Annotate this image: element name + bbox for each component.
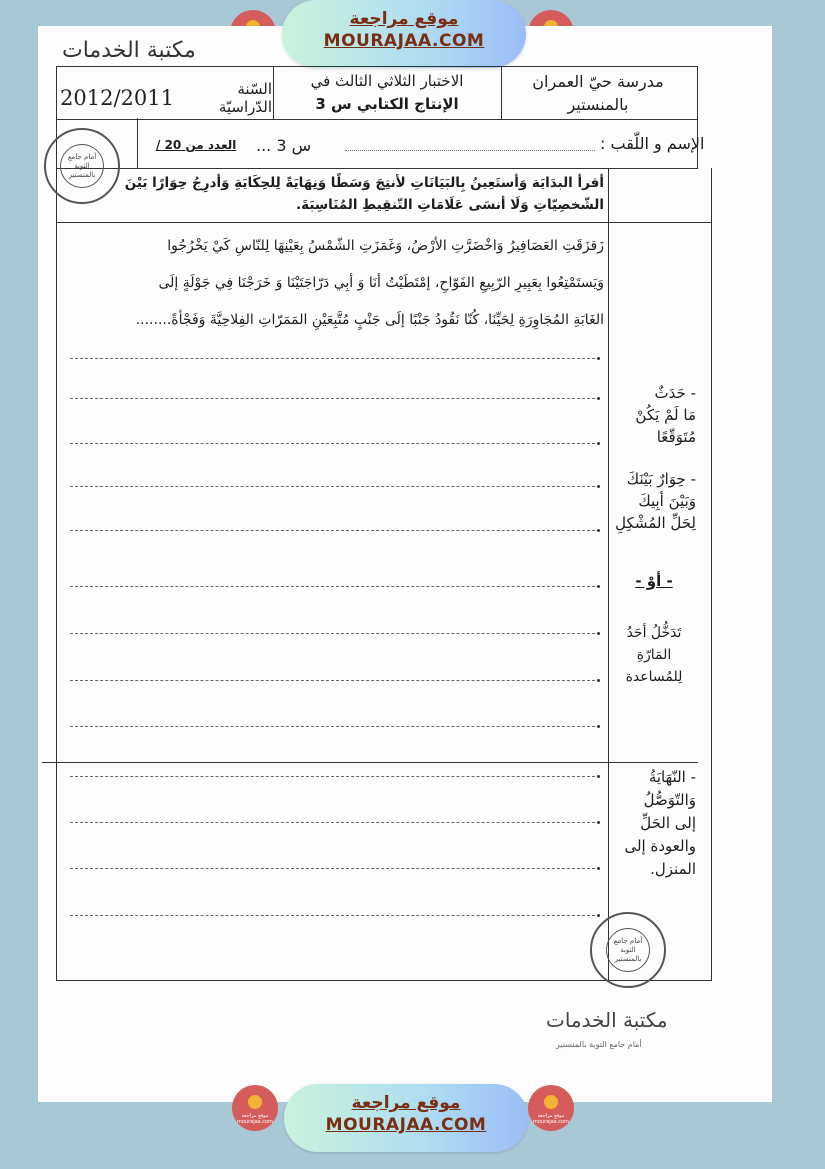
story-line-2: وَيَستَمْتِعُوا بِعَبِيرِ الرّبِيعِ الفَوّاحِ، إمْتَطَيْتُ أنَا وَ أبِي دَرّاجَتَيْنَا وَ خَرَجْنَا فِي جَوْلَةٍ إلَى <box>158 275 604 291</box>
prompt-passerby-line: المَارّةِ <box>636 647 672 663</box>
exam-title-line-2: الإنتاج الكتابي س 3 <box>315 95 459 113</box>
prompt-ending-line: المنزل. <box>650 860 696 878</box>
school-name <box>502 70 694 116</box>
writing-line[interactable] <box>70 586 595 587</box>
line-bullet <box>597 357 600 360</box>
exam-title <box>274 70 500 116</box>
library-stamp-footer: مكتبة الخدمات <box>546 1008 668 1032</box>
writing-line[interactable] <box>70 443 595 444</box>
name-label: الإسم و اللّقب : <box>600 134 705 153</box>
library-stamp-seal <box>590 912 666 988</box>
writing-line[interactable] <box>70 633 595 634</box>
stamp-center-text: أمام جامع التوبة بالمنستير <box>606 928 650 972</box>
writing-line[interactable] <box>70 680 595 681</box>
story-line-1: زَقزَقَتِ العَصَافِيرُ وَاخْضَرَّتِ الأرْضُ، وَغَمَزَتِ الشّمْسُ بِعَيْنِهَا لِلنّاسِ كَيْ يَخْرُجُوا <box>167 238 604 254</box>
line-bullet <box>597 867 600 870</box>
ending-section-divider <box>42 762 698 763</box>
instruction-divider <box>56 222 712 223</box>
line-bullet <box>597 485 600 488</box>
prompt-ending-title: - النّهَايَةُ <box>648 768 696 786</box>
line-bullet <box>597 442 600 445</box>
instruction-line-1: أقرأ البدَايَة وَأستَعِينُ بِالبَيَانَاتِ لأنتِجَ وَسَطًا وَنِهَايَةً لِلحِكَايَةِ وَأدرِجُ حِوَارًا بَيْنَ <box>124 175 604 191</box>
writing-line[interactable] <box>70 915 595 916</box>
story-beginning <box>64 228 604 339</box>
line-bullet <box>597 529 600 532</box>
class-label: س 3 ... <box>256 136 312 155</box>
story-line-3: الغَابَةِ المُجَاوِرَةِ لِحَيِّنَا، كُنّا نَقُودُ جَنْبًا إلَى جَنْبٍ مُتَّبِعَيْنِ المَمَرّاتِ الفِلاحِيَّةَ وَفَجْأةً........ <box>135 312 604 328</box>
writing-line[interactable] <box>70 486 595 487</box>
line-bullet <box>597 725 600 728</box>
logo-icon <box>248 1095 262 1109</box>
line-bullet <box>597 679 600 682</box>
prompt-column-divider <box>608 168 609 980</box>
prompt-dialogue <box>612 468 696 534</box>
score-label: العدد من 20 / <box>156 138 237 152</box>
prompt-dialogue-line: لِحَلِّ المُشْكِلِ <box>615 514 696 532</box>
prompt-dialogue-title: - حِوَارٌ بَيْنَكَ <box>626 470 696 488</box>
line-bullet <box>597 632 600 635</box>
library-stamp-footer-sub: أمام جامع التوبة بالمنستير <box>556 1040 642 1049</box>
line-bullet <box>597 397 600 400</box>
library-stamp-seal <box>44 128 120 204</box>
writing-line[interactable] <box>70 398 595 399</box>
mourajaa-banner-bottom[interactable] <box>284 1084 528 1152</box>
prompt-passerby-line: تَدَخُّلُ أحَدُ <box>626 625 682 641</box>
banner-site-label[interactable]: MOURAJAA.COM <box>323 31 485 51</box>
logo-icon <box>544 1095 558 1109</box>
line-bullet <box>597 914 600 917</box>
banner-arabic-label: موقع مراجعة <box>349 9 459 29</box>
mourajaa-logo-badge-left[interactable] <box>232 1085 278 1131</box>
line-bullet <box>597 775 600 778</box>
prompt-event <box>612 382 696 448</box>
line-bullet <box>597 585 600 588</box>
writing-line[interactable] <box>70 822 595 823</box>
banner-site-label[interactable]: MOURAJAA.COM <box>325 1115 487 1135</box>
badge-caption: موقع مراجعة mourajaa.com <box>236 1113 273 1125</box>
name-input-line[interactable] <box>345 150 595 151</box>
school-line-2: بالمنستير <box>567 95 629 114</box>
school-year-label: السّنة الدّراسيّة <box>218 80 272 116</box>
banner-arabic-label: موقع مراجعة <box>351 1093 461 1113</box>
prompt-ending-line: إلى الحَلِّ <box>640 814 696 832</box>
school-line-1: مدرسة حيّ العمران <box>532 72 664 91</box>
prompt-passerby-line: لِلمُساعدة <box>625 669 683 685</box>
instruction-line-2: الشّخصِيّاتِ وَلَا أنسَى عَلَامَاتِ التّنقِيطِ المُنَاسِبَةَ. <box>296 197 604 213</box>
mourajaa-logo-badge-right[interactable] <box>528 1085 574 1131</box>
prompt-event-line: مَا لَمْ يَكُنْ <box>635 406 696 424</box>
or-separator: - أوْ - <box>635 572 673 590</box>
writing-line[interactable] <box>70 776 595 777</box>
writing-line[interactable] <box>70 358 595 359</box>
writing-line[interactable] <box>70 868 595 869</box>
row-divider <box>137 118 138 168</box>
instruction-text <box>60 172 604 216</box>
writing-line[interactable] <box>70 530 595 531</box>
school-year-value: 2012/2011 <box>60 86 174 110</box>
stamp-center-text: أمام جامع التوبة بالمنستير <box>60 144 104 188</box>
school-year <box>60 80 272 116</box>
prompt-passerby <box>612 622 696 688</box>
library-stamp-title: مكتبة الخدمات <box>62 38 196 63</box>
mourajaa-banner-top[interactable] <box>282 0 526 68</box>
prompt-event-line: مُتَوَقّعًا <box>656 428 696 446</box>
prompt-ending <box>612 766 696 881</box>
prompt-dialogue-line: وَبَيْنَ أبِيكَ <box>638 492 696 510</box>
exam-title-line-1: الاختبار الثلاثي الثالث في <box>310 72 464 90</box>
prompt-ending-line: وَالتّوَصُّلُ <box>643 791 696 809</box>
prompt-event-title: - حَدَثٌ <box>654 384 696 402</box>
badge-caption: موقع مراجعة mourajaa.com <box>532 1113 569 1125</box>
prompt-ending-line: والعودة إلى <box>624 837 696 855</box>
line-bullet <box>597 821 600 824</box>
writing-line[interactable] <box>70 726 595 727</box>
